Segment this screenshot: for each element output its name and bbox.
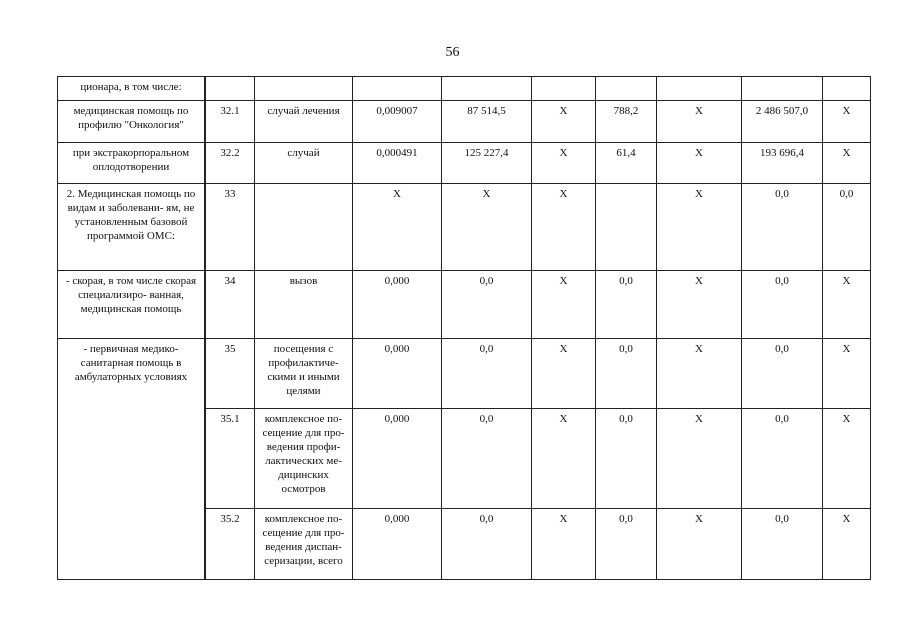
table-cell: X [442,184,532,271]
table-row [58,271,871,339]
table-cell: 0,0 [742,409,823,509]
table-cell: 0,0 [823,184,871,271]
table-cell: X [657,143,742,184]
table-cell [596,184,657,271]
table-cell [596,77,657,101]
table-cell [823,77,871,101]
table-cell: ционара, в том числе: [58,77,206,101]
table-cell: - скорая, в том числе скорая специализиро- ванная, медицинская помощь [58,271,206,339]
table-cell: - первичная медико- санитарная помощь в амбулаторных условиях [58,339,206,580]
table-cell: случай лечения [255,101,353,143]
table-cell: X [532,409,596,509]
table-cell: 87 514,5 [442,101,532,143]
table-cell: посещения с профилактиче- скими и иными целями [255,339,353,409]
table-cell: комплексное по- сещение для про- ведения профи- лактических ме- дицинских осмотров [255,409,353,509]
table-cell: 34 [205,271,255,339]
table-row [58,339,871,409]
table-cell: 125 227,4 [442,143,532,184]
table-cell: X [657,271,742,339]
table-cell: 2 486 507,0 [742,101,823,143]
table-cell: X [532,509,596,580]
table-cell: 32.1 [205,101,255,143]
table-cell: медицинская помощь по профилю "Онкология" [58,101,206,143]
table-cell: 0,0 [742,271,823,339]
table-cell [205,77,255,101]
table-cell: 0,0 [742,509,823,580]
table-cell: 2. Медицинская помощь по видам и заболевани- ям, не установленным базовой программой ОМС: [58,184,206,271]
table-cell: 35.1 [205,409,255,509]
table-cell: X [657,509,742,580]
table-cell: 0,000 [353,339,442,409]
table-cell: X [823,409,871,509]
table-cell: 61,4 [596,143,657,184]
table-cell: вызов [255,271,353,339]
table-cell [353,77,442,101]
table-cell: при экстракорпоральном оплодотворении [58,143,206,184]
table-cell: X [532,339,596,409]
page-number: 56 [445,45,460,60]
table-cell: 0,0 [596,339,657,409]
table-cell: X [823,339,871,409]
table-cell: X [823,509,871,580]
table-cell: 193 696,4 [742,143,823,184]
table-cell: 0,000 [353,409,442,509]
table-cell: X [657,409,742,509]
table-cell: 0,0 [442,409,532,509]
table-cell: 0,0 [442,339,532,409]
table-cell [532,77,596,101]
table-cell [657,77,742,101]
table-cell: 0,000491 [353,143,442,184]
table-cell [255,77,353,101]
table-cell: X [657,339,742,409]
table-cell: 35 [205,339,255,409]
table-cell: X [657,101,742,143]
table-cell: 0,000 [353,271,442,339]
table-cell: X [823,271,871,339]
table-cell: 0,000 [353,509,442,580]
table-cell: X [532,184,596,271]
table-cell: X [823,101,871,143]
table-cell: X [532,101,596,143]
table-cell: X [532,271,596,339]
table-cell: X [823,143,871,184]
table-cell: 0,0 [596,271,657,339]
table-row [58,77,871,101]
table-cell: 0,0 [442,271,532,339]
table-cell: 0,009007 [353,101,442,143]
table-cell: 0,0 [742,339,823,409]
table-cell: 0,0 [596,509,657,580]
table-cell: 0,0 [596,409,657,509]
data-table [57,76,871,580]
table-cell [742,77,823,101]
table-cell: X [657,184,742,271]
table-cell: X [532,143,596,184]
table-cell: комплексное по- сещение для про- ведения диспан- серизации, всего [255,509,353,580]
table-cell: 0,0 [742,184,823,271]
table-row [58,184,871,271]
table-cell [442,77,532,101]
table-cell: X [353,184,442,271]
table-cell: 32.2 [205,143,255,184]
table-cell: 788,2 [596,101,657,143]
table-row [58,101,871,143]
table-cell: случай [255,143,353,184]
table-cell: 33 [205,184,255,271]
table-cell [255,184,353,271]
table-cell: 35.2 [205,509,255,580]
table-row [58,143,871,184]
table-cell: 0,0 [442,509,532,580]
